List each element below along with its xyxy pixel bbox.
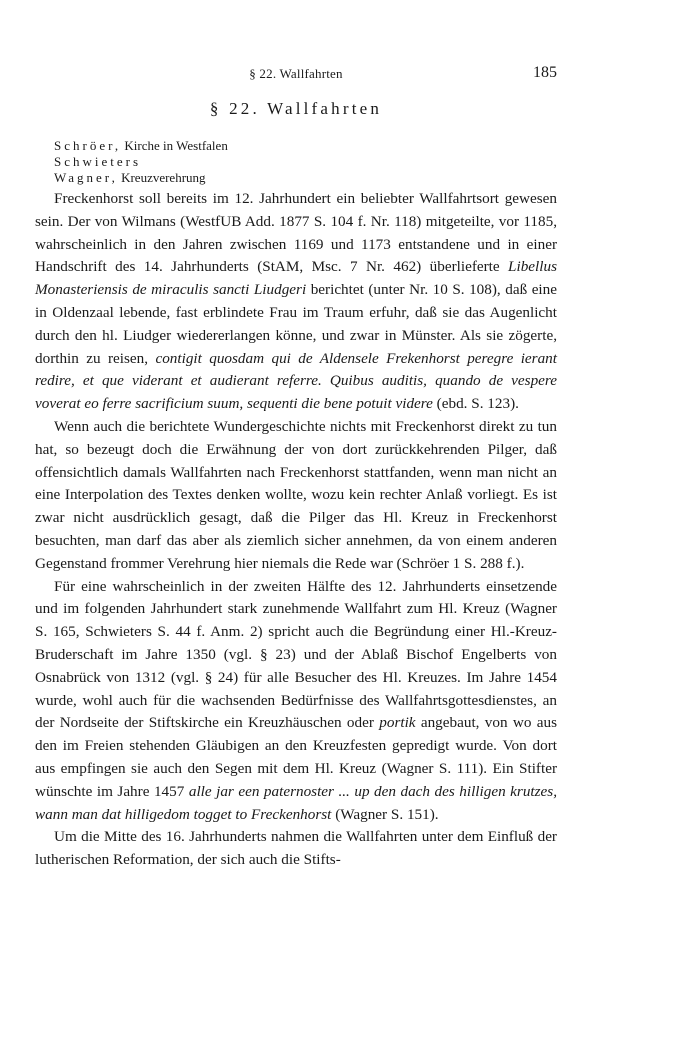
text-run: (Wagner S. 151).: [331, 805, 439, 823]
text-run: (ebd. S. 123).: [432, 395, 519, 413]
low-german-quotation: alle jar een paternoster ... up den dach des hilligen krutzes, wann man dat hilligedom togget to Freckenhorst: [35, 782, 557, 823]
bibliography-author: Schröer,: [54, 138, 122, 153]
page-number: 185: [533, 64, 557, 81]
document-page: [35, 62, 557, 872]
latin-quotation: contigit quosdam qui de Aldensele Frekenhorst peregre ierant redire, et que viderant et audierant referre. Quibus auditis, quando de vespere voverat eo ferre sacrificium suum, sequenti die bene potuit videre: [35, 349, 557, 413]
bibliography-entry: [54, 170, 557, 186]
text-run: Für eine wahrscheinlich in der zweiten Hälfte des 12. Jahrhunderts einsetzende und im folgenden Jahrhundert stark zunehmende Wallfahrt zum Hl. Kreuz (Wagner S. 165, Schwieters S. 44 f. Anm. 2) spricht auch die Begründung einer Hl.-Kreuz-Bruderschaft im Jahre 1350 (vgl. § 23) und der Ablaß Bischof Engelberts von Osnabrück von 1312 (vgl. § 24) für alle Besucher des Hl. Kreuzes. Im Jahre 1454 wurde, wohl auch für die wachsenden Bedürfnisse des Wallfahrtsgottesdienstes, an der Nordseite der Stiftskirche ein Kreuzhäuschen oder: [35, 577, 557, 732]
text-run: Um die Mitte des 16. Jahrhunderts nahmen die Wallfahrten unter dem Einfluß der lutherischen Reformation, der sich auch die Stifts-: [35, 828, 557, 869]
bibliography-entry: [54, 138, 557, 154]
bibliography-list: [54, 138, 557, 186]
paragraph: [35, 188, 557, 416]
body-text: [35, 188, 557, 872]
paragraph: [35, 416, 557, 576]
section-heading: § 22. Wallfahrten: [209, 99, 383, 118]
bibliography-work: Kirche in Westfalen: [121, 138, 228, 153]
paragraph: [35, 576, 557, 827]
bibliography-work: Kreuzverehrung: [117, 170, 206, 185]
text-run: Freckenhorst soll bereits im 12. Jahrhundert ein beliebter Wallfahrtsort gewesen sein. Der von Wilmans (WestfUB Add. 1877 S. 104 f. Nr. 118) mitgeteilte, vor 1185, wahrscheinlich in den Jahren zwischen 1169 und 1173 entstandene und in einer Handschrift des 14. Jahrhunderts (StAM, Msc. 7 Nr. 462) überlieferte: [35, 190, 557, 276]
text-run: angebaut, von wo aus den im Freien stehenden Gläubigen an den Kreuzfesten gepredigt wurde. Von dort aus empfingen sie auch den Segen mit dem Hl. Kreuz (Wagner S. 111). Ein Stifter wünschte im Jahre 1457: [35, 714, 558, 800]
text-run: Wenn auch die berichtete Wundergeschichte nichts mit Freckenhorst direkt zu tun hat, so bezeugt doch die Erwähnung der von dort zurückkehrenden Pilger, daß offensichtlich damals Wallfahrten nach Freckenhorst stattfanden, wenn man nicht an eine Interpolation des Textes denken wollte, wozu kein rechter Anlaß vorliegt. Es ist zwar nicht ausdrücklich gesagt, daß die Pilger das Hl. Kreuz in Freckenhorst besuchten, man darf das aber als ziemlich sicher annehmen, da von einem anderen Gegenstand frommer Verehrung hier niemals die Rede war (Schröer 1 S. 288 f.).: [35, 417, 557, 572]
paragraph: [35, 826, 557, 872]
bibliography-author: Wagner,: [54, 170, 118, 185]
text-run: berichtet (unter Nr. 10 S. 108), daß eine in Oldenzaal lebende, fast erblindete Frau im Traum erfuhr, daß sie das Augenlicht durch den hl. Liudger wiedererlangen könne, und zwar in Münster. Als sie zögerte, dorthin zu reisen,: [35, 281, 557, 367]
bibliography-entry: [54, 154, 557, 170]
running-head: [35, 62, 557, 84]
italic-term: portik: [379, 714, 416, 732]
latin-title: Libellus Monasteriensis de miraculis sancti Liudgeri: [35, 258, 557, 299]
bibliography-author: Schwieters: [54, 154, 142, 169]
running-head-title: § 22. Wallfahrten: [249, 66, 343, 81]
